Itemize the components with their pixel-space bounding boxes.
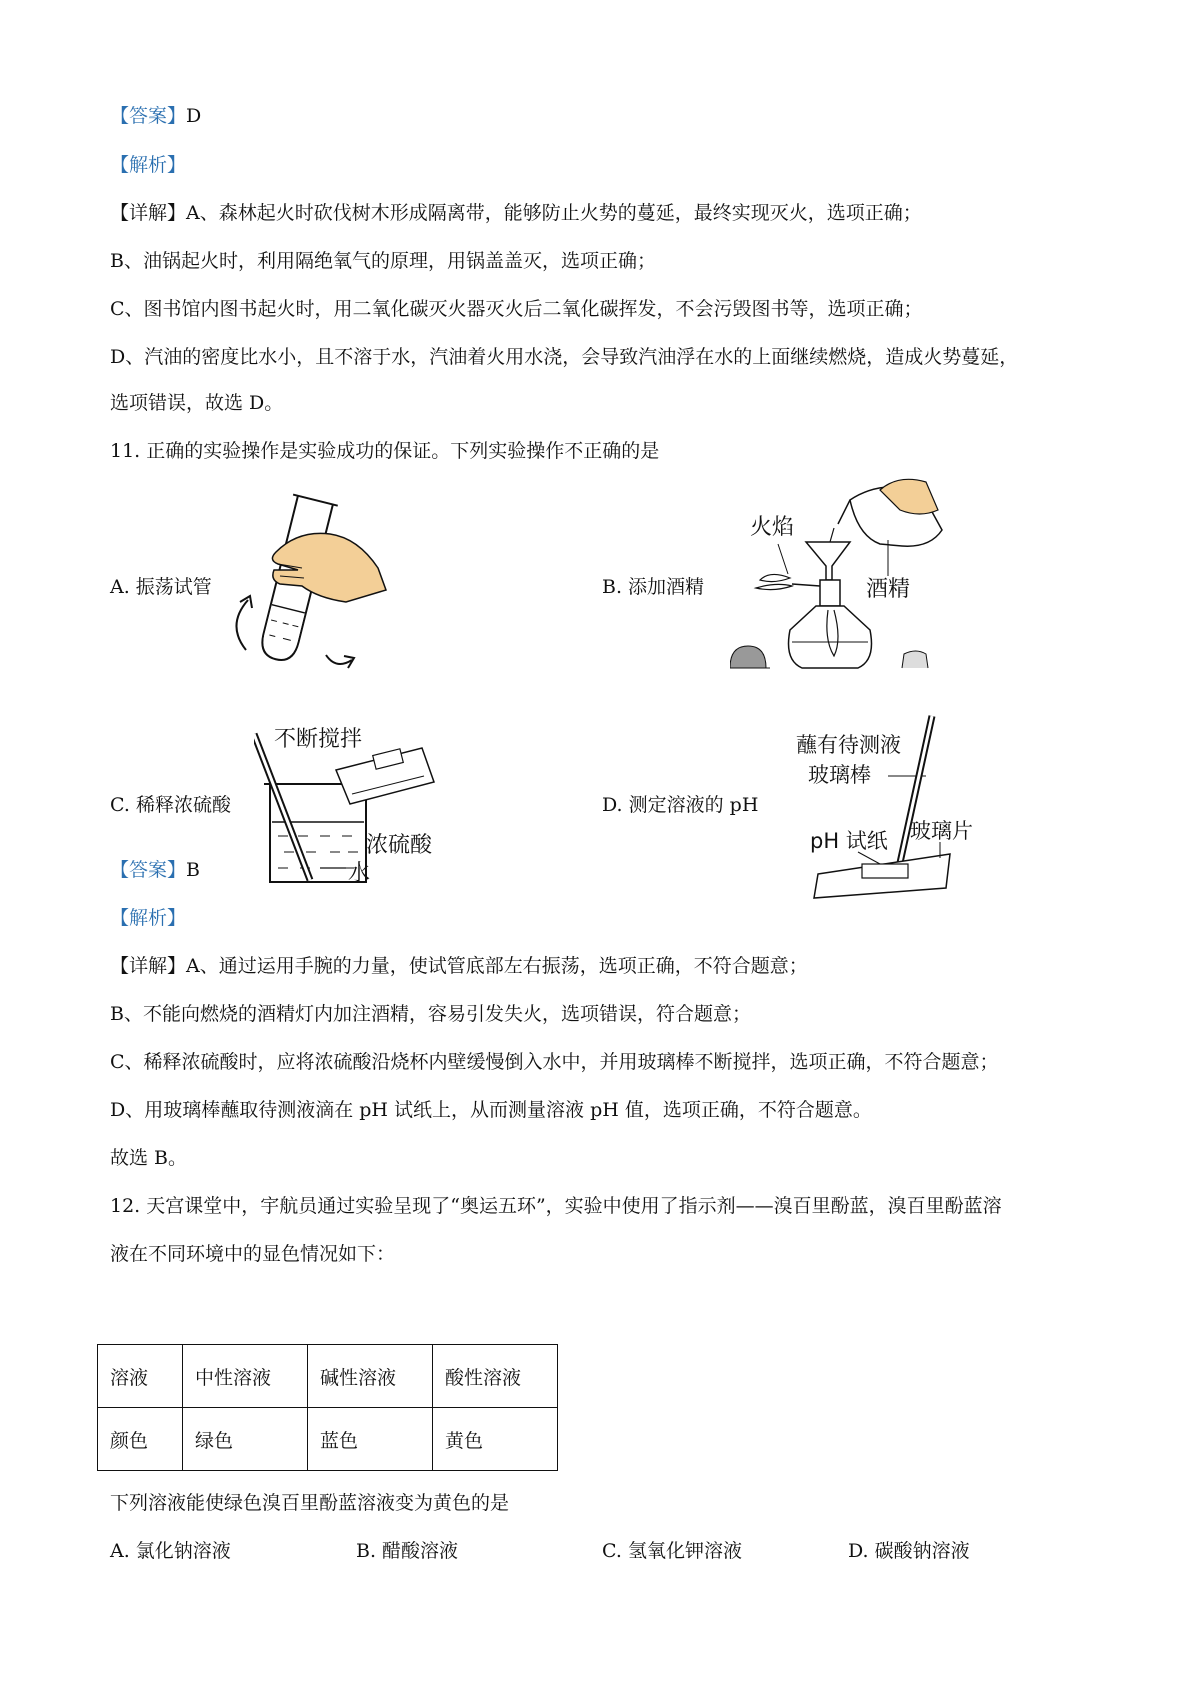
- q11-detail-a: A、通过运用手腕的力量，使试管底部左右振荡，选项正确，不符合题意；: [186, 955, 808, 977]
- q11-detail-c: C、稀释浓硫酸时，应将浓硫酸沿烧杯内壁缓慢倒入水中，并用玻璃棒不断搅拌，选项正确，不符合题意；: [110, 1051, 999, 1073]
- q12-question: 下列溶液能使绿色溴百里酚蓝溶液变为黄色的是: [110, 1492, 510, 1514]
- q11-answer-tag: 【答案】: [110, 859, 187, 881]
- q11-detail-b: B、不能向燃烧的酒精灯内加注酒精，容易引发失火，选项错误，符合题意；: [110, 1003, 751, 1025]
- q10-detail-c: C、图书馆内图书起火时，用二氧化碳灭火器灭火后二氧化碳挥发，不会污毁图书等，选项正确；: [110, 298, 923, 320]
- table-cell: 绿色: [183, 1408, 308, 1471]
- q12-choice-d: D. 碳酸钠溶液: [848, 1540, 970, 1562]
- q12-choice-b: B. 醋酸溶液: [356, 1540, 459, 1562]
- table-cell: 溶液: [98, 1345, 183, 1408]
- acid-label: 浓硫酸: [366, 833, 433, 858]
- table-cell: 蓝色: [308, 1408, 433, 1471]
- q10-answer-value: D: [186, 105, 202, 127]
- q11-detail-a-line: [110, 953, 808, 979]
- q10-answer-line: [110, 103, 201, 129]
- q12-stem-line1: 12. 天宫课堂中，宇航员通过实验呈现了“奥运五环”，实验中使用了指示剂——溴百里酚蓝，溴百里酚蓝溶: [110, 1195, 1002, 1217]
- table-cell: 黄色: [433, 1408, 558, 1471]
- q11-analysis-tag: 【解析】: [110, 907, 187, 929]
- water-label: 水: [348, 861, 371, 886]
- q10-analysis-tag: 【解析】: [110, 154, 187, 176]
- q11-option-a-label: A. 振荡试管: [110, 576, 212, 598]
- q10-detail-d2: 选项错误，故选 D。: [110, 392, 284, 414]
- add-alcohol-figure: [730, 470, 950, 680]
- table-cell: 碱性溶液: [308, 1345, 433, 1408]
- table-row: [98, 1408, 558, 1471]
- q10-detail-b: B、油锅起火时，利用隔绝氧气的原理，用锅盖盖灭，选项正确；: [110, 250, 656, 272]
- dipped-liquid-label: 蘸有待测液: [796, 733, 901, 757]
- q11-detail-d: D、用玻璃棒蘸取待测液滴在 pH 试纸上，从而测量溶液 pH 值，选项正确，不符合题意。: [110, 1099, 872, 1121]
- measure-ph-figure: [790, 712, 980, 902]
- q12-stem-line2: 液在不同环境中的显色情况如下：: [110, 1243, 396, 1265]
- indicator-color-table: [97, 1344, 558, 1471]
- q11-option-d-label: D. 测定溶液的 pH: [602, 794, 759, 816]
- glass-rod-label: 玻璃棒: [808, 763, 871, 787]
- alcohol-label: 酒精: [866, 577, 911, 602]
- table-cell: 酸性溶液: [433, 1345, 558, 1408]
- dilute-acid-figure: [254, 722, 484, 892]
- q11-option-c-label: C. 稀释浓硫酸: [110, 794, 231, 816]
- q12-choice-c: C. 氢氧化钾溶液: [602, 1540, 742, 1562]
- table-header-row: [98, 1345, 558, 1408]
- ph-paper-label: pH 试纸: [810, 829, 888, 853]
- glass-plate-label: 玻璃片: [910, 819, 973, 843]
- q10-detail-tag: 【详解】: [110, 202, 187, 224]
- q10-answer-tag: 【答案】: [110, 105, 187, 127]
- q11-option-b-label: B. 添加酒精: [602, 576, 705, 598]
- q11-answer-line: [110, 857, 200, 883]
- q11-stem: 11. 正确的实验操作是实验成功的保证。下列实验操作不正确的是: [110, 440, 660, 462]
- q10-detail-a: A、森林起火时砍伐树木形成隔离带，能够防止火势的蔓延，最终实现灭火，选项正确；: [186, 202, 922, 224]
- q10-detail-d1: D、汽油的密度比水小，且不溶于水，汽油着火用水浇，会导致汽油浮在水的上面继续燃烧，造成火势蔓延，: [110, 346, 1019, 368]
- q11-answer-value: B: [186, 859, 200, 881]
- table-cell: 颜色: [98, 1408, 183, 1471]
- stir-label: 不断搅拌: [274, 727, 363, 752]
- table-cell: 中性溶液: [183, 1345, 308, 1408]
- q11-conclusion: 故选 B。: [110, 1147, 188, 1169]
- q12-choice-a: A. 氯化钠溶液: [110, 1540, 231, 1562]
- fire-label: 火焰: [750, 515, 795, 540]
- q11-detail-tag: 【详解】: [110, 955, 187, 977]
- q10-detail-a-line: [110, 200, 922, 226]
- shake-test-tube-figure: [218, 490, 398, 680]
